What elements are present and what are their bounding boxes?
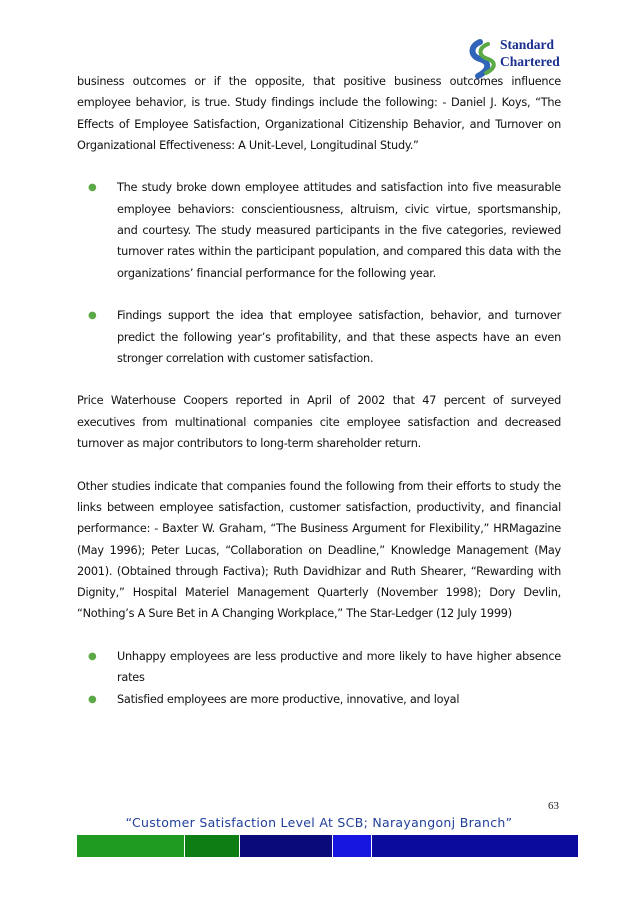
bullet-icon: ● — [88, 182, 97, 194]
brand-name — [500, 36, 560, 70]
bullet-icon: ● — [88, 651, 97, 663]
list-item-text: Findings support the idea that employee satisfaction, behavior, and turnover predict the following year’s profitability, and that these aspects have an even stronger correlation with customer satisfaction. — [117, 309, 561, 365]
list-item-text: Unhappy employees are less productive and more likely to have higher absence rates — [117, 650, 561, 685]
page-content — [77, 71, 561, 710]
list-item-text: Satisfied employees are more productive, innovative, and loyal — [117, 692, 460, 706]
bullet-icon: ● — [88, 693, 97, 705]
paragraph-other-studies: Other studies indicate that companies found the following from their efforts to study the links between employee satisfaction, customer satisfaction, productivity, and financial performance: - Baxter W. Graham, “The Business Argument for Flexibility,” HRMagazine (May 1996); Peter Lucas, “Collaboration on Deadline,” Knowledge Management (May 2001). (Obtained through Factiva); Ruth Davidhizar and Ruth Shearer, “Rewarding with Dignity,” Hospital Materiel Management Quarterly (November 1998); Dory Devlin, “Nothing’s A Sure Bet in A Changing Workplace,” The Star-Ledger (12 July 1999) — [77, 479, 561, 621]
footer-bar-segment — [372, 835, 578, 857]
bullet-list-findings — [77, 646, 561, 710]
list-item — [77, 689, 561, 710]
footer-bar-segment — [77, 835, 184, 857]
paragraph-pwc: Price Waterhouse Coopers reported in April of 2002 that 47 percent of surveyed executives from multinational companies cite employee satisfaction and decreased turnover as major contributors to long-term shareholder return. — [77, 394, 561, 451]
paragraph-koys: business outcomes or if the opposite, that positive business outcomes influence employee behavior, is true. Study findings include the following: - Daniel J. Koys, “The Effects of Employee Satisfaction, Organizational Citizenship Behavior, and Turnover on Organizational Effectiveness: A Unit-Level, Longitudinal Study.” — [77, 75, 561, 152]
footer-bar-segment — [185, 835, 239, 857]
footer-title: “Customer Satisfaction Level At SCB; Narayangonj Branch” — [125, 815, 513, 830]
list-item — [77, 646, 561, 689]
bullet-list-study — [77, 177, 561, 369]
bullet-icon: ● — [88, 310, 97, 322]
list-item-text: The study broke down employee attitudes and satisfaction into five measurable employee behaviors: conscientiousness, altruism, civic virtue, sportsmanship, and courtesy. The study measured participants in the five categories, reviewed turnover rates within the participant population, and compared this data with the organizations’ financial performance for the following year. — [117, 181, 561, 280]
brand-line-1: Standard — [500, 37, 555, 52]
brand-line-2: Chartered — [500, 54, 560, 69]
list-item — [77, 305, 561, 369]
list-item — [77, 177, 561, 283]
footer-bar-segment — [240, 835, 332, 857]
page-number: 63 — [548, 800, 559, 812]
footer-bar-segment — [333, 835, 371, 857]
